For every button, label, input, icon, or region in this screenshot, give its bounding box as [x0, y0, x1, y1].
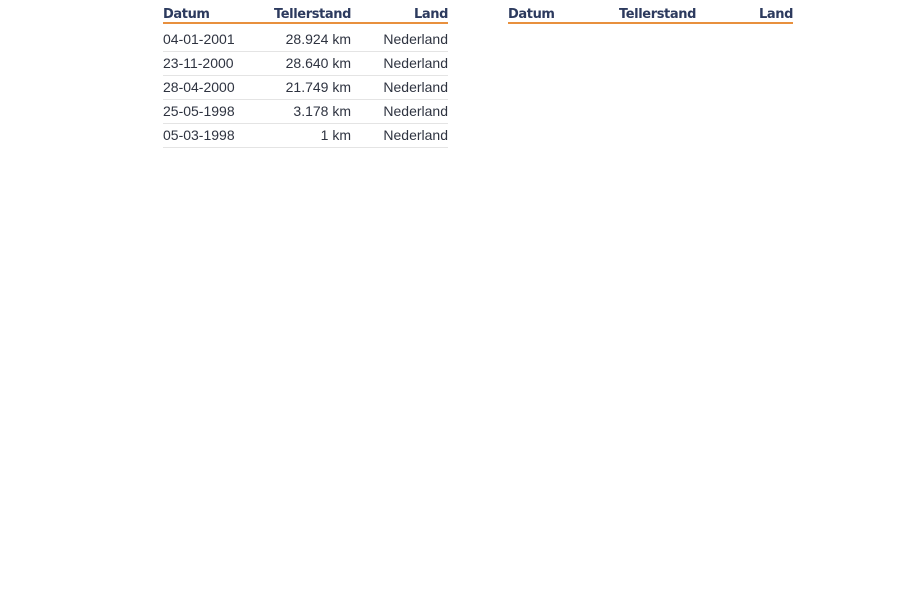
- column-header-tellerstand: Tellerstand: [604, 6, 696, 23]
- table-row: [163, 100, 448, 124]
- odometer-table-left: [163, 6, 448, 148]
- cell-datum: 05-03-1998: [163, 124, 259, 148]
- table-header-row: [163, 6, 448, 23]
- cell-land: Nederland: [351, 23, 448, 52]
- cell-land: Nederland: [351, 52, 448, 76]
- cell-datum: 23-11-2000: [163, 52, 259, 76]
- table-row: [163, 124, 448, 148]
- cell-land: Nederland: [351, 76, 448, 100]
- column-header-datum: Datum: [163, 6, 259, 23]
- cell-tellerstand: 3.178 km: [259, 100, 351, 124]
- table-row: [163, 23, 448, 52]
- cell-datum: 04-01-2001: [163, 23, 259, 52]
- odometer-table-right: [508, 6, 793, 24]
- table-row: [163, 76, 448, 100]
- cell-land: Nederland: [351, 100, 448, 124]
- cell-datum: 28-04-2000: [163, 76, 259, 100]
- cell-tellerstand: 1 km: [259, 124, 351, 148]
- cell-tellerstand: 28.924 km: [259, 23, 351, 52]
- cell-tellerstand: 21.749 km: [259, 76, 351, 100]
- cell-land: Nederland: [351, 124, 448, 148]
- table-header-row: [508, 6, 793, 23]
- column-header-land: Land: [351, 6, 448, 23]
- column-header-land: Land: [696, 6, 793, 23]
- table-row: [163, 52, 448, 76]
- cell-datum: 25-05-1998: [163, 100, 259, 124]
- column-header-datum: Datum: [508, 6, 604, 23]
- cell-tellerstand: 28.640 km: [259, 52, 351, 76]
- column-header-tellerstand: Tellerstand: [259, 6, 351, 23]
